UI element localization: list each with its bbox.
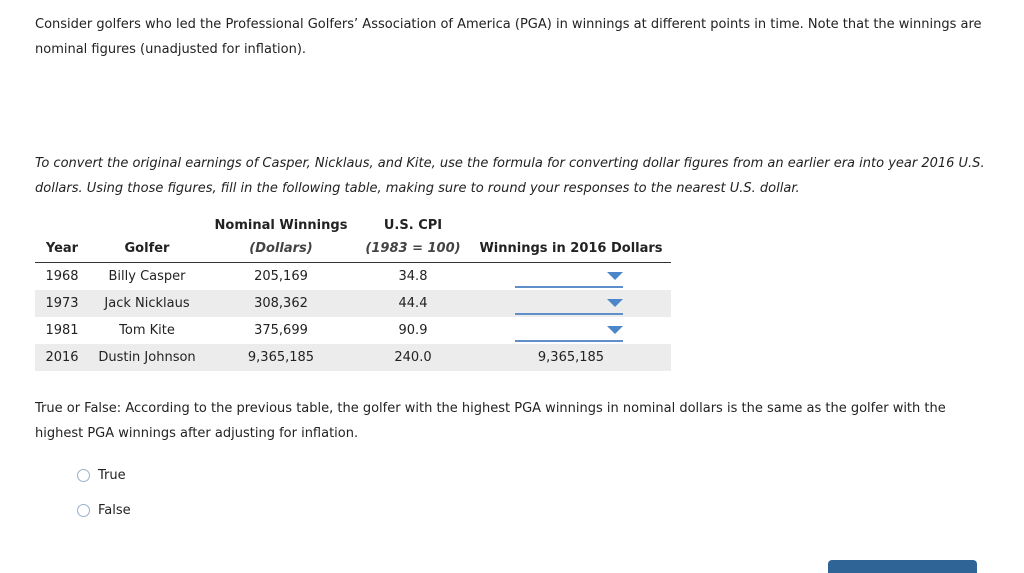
cell-nominal: 308,362: [254, 296, 308, 311]
chevron-down-icon: [607, 326, 623, 334]
header-golfer: Golfer: [124, 241, 170, 256]
cell-golfer: Dustin Johnson: [98, 350, 196, 365]
question-paragraph: True or False: According to the previous table, the golfer with the highest PGA winnings in nominal dollars is the same as the golfer with the highest PGA winnings after adjusting for inflation.: [35, 401, 946, 441]
cell-cpi: 44.4: [398, 296, 428, 311]
header-nominal: Nominal Winnings: [214, 218, 348, 233]
table-row: [35, 263, 671, 290]
intro-paragraph: Consider golfers who led the Professional Golfers’ Association of America (PGA) in winnings at different points in time. Note that the winnings are nominal figures (unadjusted for inflation).: [35, 17, 982, 57]
cell-golfer: Jack Nicklaus: [104, 296, 190, 311]
cell-nominal: 375,699: [254, 323, 308, 338]
option-label: True: [98, 468, 126, 483]
winnings-table: [35, 216, 671, 371]
instruction-paragraph: To convert the original earnings of Casper, Nicklaus, and Kite, use the formula for converting dollar figures from an earlier era into year 2016 U.S. dollars. Using those figures, fill in the following table, making sure to round your responses to the nearest U.S. dollar.: [35, 156, 985, 196]
cell-year: 1968: [45, 269, 79, 284]
header-cpi: U.S. CPI: [383, 218, 443, 233]
cell-winnings-2016: 9,365,185: [537, 350, 605, 365]
winnings-2016-dropdown[interactable]: [515, 267, 623, 288]
cell-nominal: 205,169: [254, 269, 308, 284]
radio-button[interactable]: [77, 504, 90, 517]
winnings-2016-dropdown[interactable]: [515, 294, 623, 315]
cell-cpi: 90.9: [398, 323, 428, 338]
option-label: False: [98, 503, 131, 518]
header-cpi-base: (1983 = 100): [365, 241, 461, 256]
cell-golfer: Tom Kite: [119, 323, 175, 338]
table-row: [35, 344, 671, 371]
cell-year: 1981: [45, 323, 79, 338]
chevron-down-icon: [607, 299, 623, 307]
chevron-down-icon: [607, 272, 623, 280]
cell-golfer: Billy Casper: [108, 269, 186, 284]
winnings-2016-dropdown[interactable]: [515, 321, 623, 342]
cell-cpi: 34.8: [398, 269, 428, 284]
option-true[interactable]: [77, 468, 126, 483]
header-winnings-2016: Winnings in 2016 Dollars: [479, 241, 663, 256]
table-header: [35, 216, 671, 263]
header-year: Year: [45, 241, 79, 256]
cell-cpi: 240.0: [394, 350, 432, 365]
cell-year: 1973: [45, 296, 79, 311]
cell-nominal: 9,365,185: [247, 350, 315, 365]
cell-year: 2016: [45, 350, 79, 365]
submit-button[interactable]: [828, 560, 977, 573]
radio-button[interactable]: [77, 469, 90, 482]
table-row: [35, 290, 671, 317]
header-nominal-unit: (Dollars): [249, 241, 313, 256]
option-false[interactable]: [77, 503, 131, 518]
table-row: [35, 317, 671, 344]
